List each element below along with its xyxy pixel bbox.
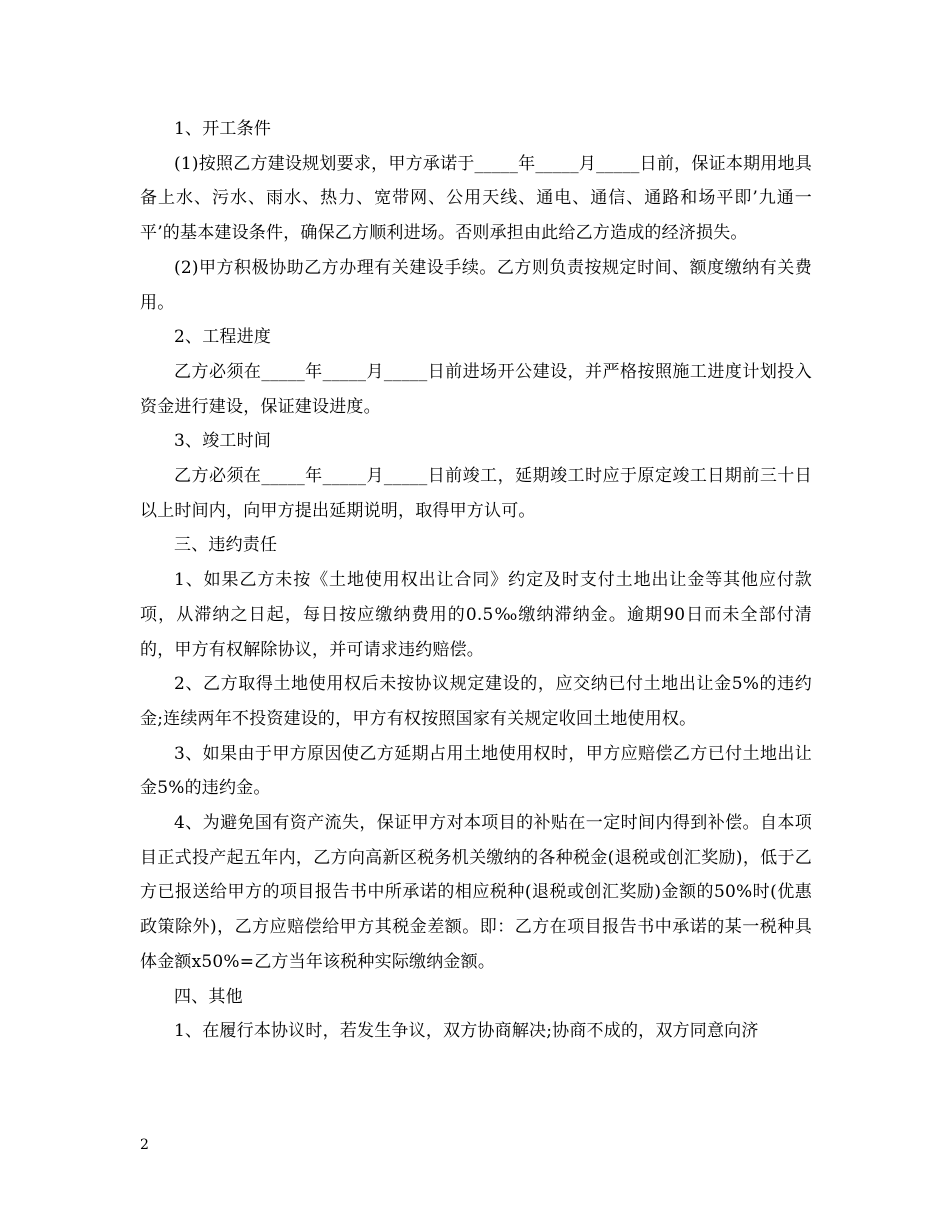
section-heading-other: 四、其他: [174, 986, 243, 1007]
section-heading-completion: 3、竣工时间: [174, 431, 272, 452]
paragraph-liability-4: 4、为避免国有资产流失，保证甲方对本项目的补贴在一定时间内得到补偿。自本项目正式投产起五年内，乙方向高新区税务机关缴纳的各种税金(退税或创汇奖励)，低于乙方已报送给甲方的项目报告书中所承诺的相应税种(退税或创汇奖励)金额的50%时(优惠政策除外)，乙方应赔偿给甲方其税金差额。即：乙方在项目报告书中承诺的某一税种具体金额x50%=乙方当年该税种实际缴纳金额。: [140, 813, 812, 972]
section-heading-start-conditions: 1、开工条件: [174, 119, 272, 139]
paragraph-liability-1: 1、如果乙方未按《土地使用权出让合同》约定及时支付土地出让金等其他应付款项，从滞纳之日起，每日按应缴纳费用的0.5‰缴纳滞纳金。逾期90日而未全部付清的，甲方有权解除协议，并可请求违约赔偿。: [140, 570, 812, 660]
paragraph-other-1: 1、在履行本协议时，若发生争议，双方协商解决;协商不成的，双方同意向济: [174, 1021, 759, 1042]
paragraph-progress: 乙方必须在_____年_____月_____日前进场开公建设，并严格按照施工进度计划投入资金进行建设，保证建设进度。: [140, 361, 812, 417]
paragraph-completion: 乙方必须在_____年_____月_____日前竣工，延期竣工时应于原定竣工日期前三十日以上时间内，向甲方提出延期说明，取得甲方认可。: [140, 466, 812, 521]
paragraph-start-conditions-1: (1)按照乙方建设规划要求，甲方承诺于_____年_____月_____日前，保证本期用地具备上水、污水、雨水、热力、宽带网、公用天线、通电、通信、通路和场平即’九通一平’的基本建设条件，确保乙方顺利进场。否则承担由此给乙方造成的经济损失。: [140, 153, 812, 244]
section-heading-liability: 三、违约责任: [174, 535, 278, 556]
page-number: 2: [140, 1137, 149, 1153]
section-heading-progress: 2、工程进度: [174, 327, 272, 348]
paragraph-liability-3: 3、如果由于甲方原因使乙方延期占用土地使用权时，甲方应赔偿乙方已付土地出让金5%的违约金。: [140, 743, 812, 799]
document-body: [140, 112, 812, 1049]
paragraph-start-conditions-2: (2)甲方积极协助乙方办理有关建设手续。乙方则负责按规定时间、额度缴纳有关费用。: [140, 257, 812, 313]
paragraph-liability-2: 2、乙方取得土地使用权后未按协议规定建设的，应交纳已付土地出让金5%的违约金;连续两年不投资建设的，甲方有权按照国家有关规定收回土地使用权。: [140, 674, 812, 729]
